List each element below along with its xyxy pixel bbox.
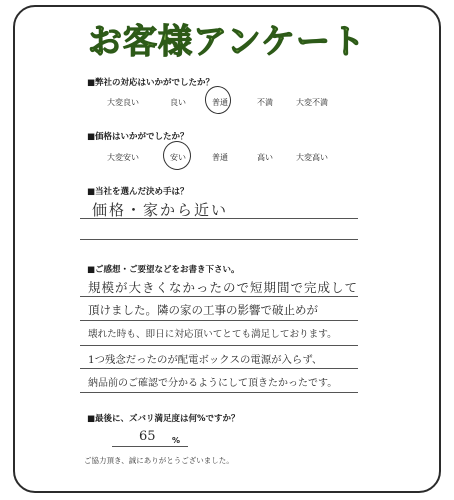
price-option-expensive: 高い [257, 153, 273, 162]
comment-line: 壊れた時も、即日に対応頂いてとても満足しております。 [88, 329, 337, 340]
answer-line [80, 392, 358, 393]
answer-line [80, 239, 358, 240]
comment-line: 1つ残念だったのが配電ボックスの電源が入らず、 [88, 354, 323, 366]
price-option-very-expensive: 大変高い [296, 153, 328, 162]
service-option-normal: 普通 [212, 98, 228, 107]
service-option-dissatisfied: 不満 [257, 98, 273, 107]
comment-line: 納品前のご確認で分かるようにして頂きたかったです。 [88, 378, 338, 389]
question-satisfaction: ■最後に、ズバリ満足度は何%ですか？ [87, 414, 240, 424]
service-option-very-good: 大変良い [107, 98, 139, 107]
question-service: ■弊社の対応はいかがでしたか？ [87, 78, 215, 88]
question-comments: ■ご感想・ご要望などをお書き下さい。 [87, 265, 240, 275]
satisfaction-value: 65 [139, 429, 156, 444]
price-option-normal: 普通 [212, 153, 228, 162]
answer-line [80, 218, 358, 219]
price-option-very-cheap: 大変安い [107, 153, 139, 162]
survey-title: お客様アンケート [88, 22, 366, 62]
question-deciding-factor: ■当社を選んだ決め手は？ [87, 187, 189, 197]
question-price: ■価格はいかがでしたか？ [87, 132, 189, 142]
service-option-very-dissatisfied: 大変不満 [296, 98, 328, 107]
satisfaction-unit: % [172, 436, 181, 445]
satisfaction-line [112, 446, 188, 447]
comment-line: 規模が大きくなかったので短期間で完成して [88, 280, 359, 295]
deciding-factor-answer: 価格・家から近い [92, 201, 229, 219]
answer-line [80, 320, 358, 321]
answer-line [80, 345, 358, 346]
answer-line [80, 296, 358, 297]
answer-line [80, 368, 358, 369]
service-option-good: 良い [170, 98, 186, 107]
thank-you-note: ご協力頂き、誠にありがとうございました。 [84, 456, 234, 465]
comment-line: 頂けました。隣の家の工事の影響で破止めが [88, 303, 318, 317]
price-option-cheap: 安い [170, 153, 186, 162]
